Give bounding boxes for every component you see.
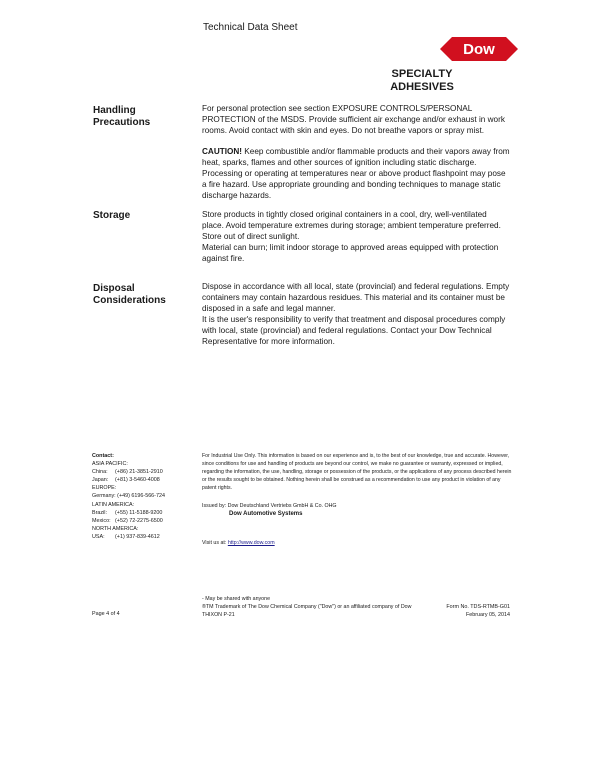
country-label: USA: (92, 533, 105, 540)
phone-number: (+49) 6196-566-724 (117, 493, 165, 500)
heading-line: Handling (93, 105, 136, 116)
dow-logo (440, 37, 518, 61)
contact-row (92, 476, 192, 484)
website-link[interactable]: http://www.dow.com (227, 540, 275, 546)
handling-precautions-body (202, 103, 510, 201)
svg-text:Dow: Dow (463, 41, 495, 58)
caution-label: CAUTION! (202, 147, 243, 156)
heading-line: Precautions (93, 117, 151, 128)
sharing-note: - May be shared with anyone (202, 596, 271, 602)
heading-line: Disposal (93, 283, 135, 294)
legal-disclaimer: For Industrial Use Only. This information is based on our experience and is, to the best of our knowledge, true and accurate. However, since conditions for use and handling of products are beyond our control, we make no guarantee or warranty, expressed or implied, regarding the information, the use, handling, storage or possession of the products, or the applications of any process described herein or the results sought to be obtained. Nothing herein shall be construed as a recommendation to use any product in violation of any patent rights. (202, 453, 512, 491)
contact-row (92, 509, 192, 517)
storage-heading: Storage (93, 210, 131, 221)
handling-paragraph-1: For personal protection see section EXPOSURE CONTROLS/PERSONAL PROTECTION of the MSDS. Provide sufficient air exchange and/or exhaust in work rooms. Avoid contact with skin and eyes. Do not breathe vapors or spray mist. (202, 104, 505, 135)
phone-number: (+86) 21-3851-2910 (115, 469, 163, 476)
region-label: EUROPE: (92, 485, 117, 492)
disposal-considerations-body (202, 281, 510, 347)
contact-row (92, 533, 192, 541)
product-title-line1: SPECIALTY (391, 68, 453, 80)
country-label: Japan: (92, 477, 109, 484)
country-label: Germany: (92, 493, 116, 500)
storage-paragraph-2: Material can burn; limit indoor storage to approved areas equipped with protection against fire. (202, 243, 499, 263)
storage-paragraph-1: Store products in tightly closed original containers in a cool, dry, well-ventilated place. Avoid temperature extremes during storage; ambient temperature preferred. Store out of direct sunlight. (202, 210, 501, 241)
storage-body (202, 209, 510, 264)
contact-row (92, 468, 192, 476)
caution-text: Keep combustible and/or flammable products and their vapors away from heat, sparks, flames and other sources of ignition including static discharge. Processing or operating at temperatures near or above product flashpoint may pose a fire hazard. Use appropriate grounding and bonding techniques to manage static discharge hazards. (202, 147, 510, 200)
visit-us (202, 540, 275, 546)
region-label: NORTH AMERICA: (92, 525, 139, 532)
phone-number: (+55) 11-5188-9200 (115, 509, 163, 516)
country-label: China: (92, 469, 108, 476)
phone-number: (+1) 937-839-4612 (115, 533, 160, 540)
phone-number: (+81) 3-5460-4008 (115, 477, 160, 484)
region-label: LATIN AMERICA: (92, 501, 135, 508)
handling-precautions-heading (93, 105, 193, 129)
form-number-block (380, 603, 510, 619)
issued-by (202, 502, 512, 518)
contact-title: Contact: (92, 453, 114, 459)
product-title-line2: ADHESIVES (390, 81, 454, 93)
heading-line: Considerations (93, 295, 166, 306)
contact-row (92, 492, 192, 500)
product-category-title (372, 68, 472, 94)
region-label: ASIA PACIFIC: (92, 461, 128, 468)
phone-number: (+52) 72-2275-6500 (115, 517, 163, 524)
product-code: THIXON P-21 (202, 612, 235, 618)
contact-row (92, 517, 192, 525)
country-label: Brazil: (92, 509, 107, 516)
disposal-paragraph-1: Dispose in accordance with all local, state (provincial) and federal regulations. Empty containers may contain hazardous residues. This material and its container must be disposed in a safe and legal manner. (202, 282, 510, 313)
issued-by-line: Issued by: Dow Deutschland Vertriebs GmbH & Co. OHG (202, 503, 337, 509)
visit-label: Visit us at: (202, 540, 227, 546)
disposal-considerations-heading (93, 283, 193, 307)
document-date: February 05, 2014 (465, 612, 510, 618)
form-number: Form No. TDS-RTMB-G01 (446, 604, 510, 610)
country-label: Mexico: (92, 517, 111, 524)
issuing-company: Dow Automotive Systems (229, 511, 303, 517)
trademark-note: ®TM Trademark of The Dow Chemical Company ("Dow") or an affiliated company of Dow (202, 604, 412, 610)
page-number: Page 4 of 4 (92, 611, 120, 617)
disposal-paragraph-2: It is the user's responsibility to verify that treatment and disposal procedures comply with local, state (provincial) and federal regulations. Contact your Dow Technical Representative for more information. (202, 315, 506, 346)
contact-block (92, 452, 192, 541)
handling-paragraph-2 (202, 146, 510, 201)
document-header-title: Technical Data Sheet (203, 22, 298, 33)
